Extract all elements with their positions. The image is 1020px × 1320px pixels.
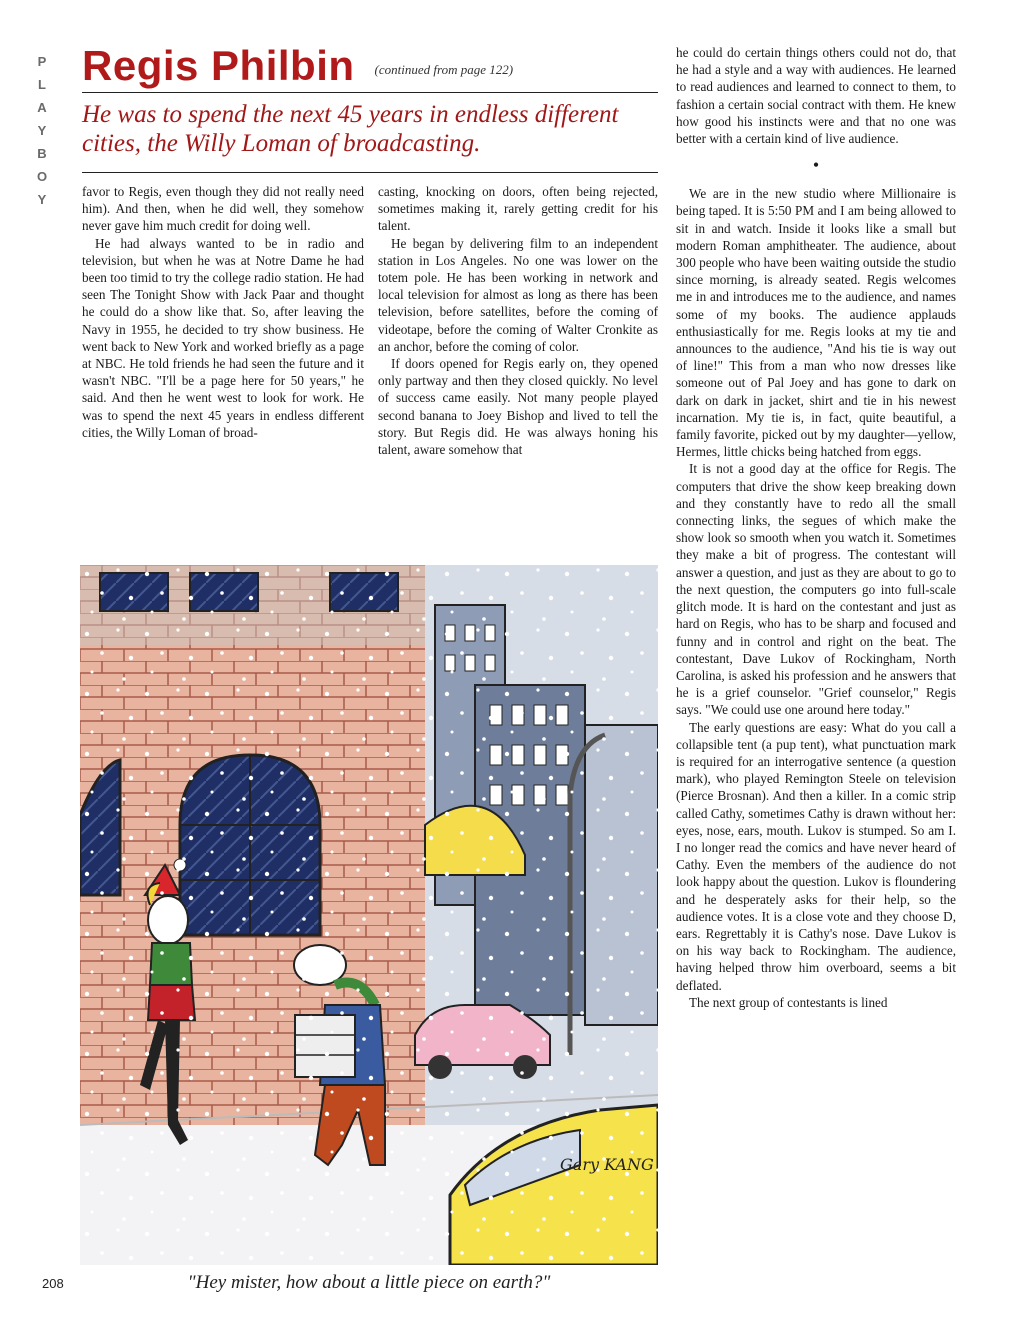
paragraph: The next group of contestants is lined [689,994,888,1010]
cartoon-illustration [80,565,658,1265]
magazine-name-vertical [32,50,52,211]
continued-note: (continued from page 122) [374,62,514,77]
deck-divider [82,172,658,173]
paragraph: He began by delivering film to an independent station in Los Angeles. No one was lower on the totem pole. He has been working in network and local television for almost as long as there has been television, before satellites, before the coming of videotape, before the coming of Walter Cronkite as an anchor, before the coming of color. [378,235,658,354]
cartoon-caption: "Hey mister, how about a little piece on earth?" [187,1272,551,1293]
text-column-2 [378,183,658,458]
vertical-letter: Y [37,192,47,207]
artist-signature: Gary KANG [560,1155,654,1174]
page-number: 208 [42,1276,64,1291]
paragraph: he could do certain things others could not do, that he had a style and a way with audiences. He learned to read audiences and learned to connect to them, to fashion a certain social contract with them. He knew how good his instincts were and that no one was better with a certain kind of live audience. [676,45,956,147]
paragraph: If doors opened for Regis early on, they opened only partway and then they closed quickly. No level of success came easily. Not many people played second banana to Joey Bishop and lived to tell the story. But Regis did. He was always honing his talent, aware somehow that [378,356,658,458]
text-column-1 [82,183,364,441]
text-column-3 [676,44,956,1011]
article-deck: He was to spend the next 45 years in endless different cities, the Willy Loman of broadcasting. [82,101,619,157]
article-header [82,42,658,94]
title-divider [82,92,658,93]
vertical-letter: P [37,54,47,69]
article-title: Regis Philbin [82,42,355,89]
vertical-letter: B [37,146,47,161]
paragraph: favor to Regis, even though they did not really need him). And then, when he did well, they somehow never gave him much credit for doing well. [82,184,364,234]
paragraph: casting, knocking on doors, often being rejected, sometimes making it, rarely getting credit for his talent. [378,184,658,234]
vertical-letter: A [37,100,47,115]
vertical-letter: L [38,77,46,92]
paragraph: The early questions are easy: What do you call a collapsible tent (a pup tent), what punctuation mark is required for an interrogative sentence (a question mark), who played Remington Steele on television (Pierce Brosnan). And then a killer. In a comic strip called Cathy, sometimes Cathy is drawn without her: eyes, nose, ears, mouth. Lukov is stumped. So am I. I no longer read the comics and have never heard of Cathy. Even the members of the audience do not look happy about the question. Lukov is floundering and he desperately asks for their help, so the audience votes. It is a close vote and they choose D, ears. Regrettably it is Cathy's nose. Dave Lukov is on his way back to Rockingham. The audience, having helped throw him overboard, seems a bit deflated. [676,719,956,993]
vertical-letter: O [36,169,48,184]
paragraph: It is not a good day at the office for Regis. The computers that drive the show keep breaking down and they constantly have to redo all the small connecting links, the segues of which make the show look so smooth when you watch it. Sometimes they make a bit of progress. The contestant will answer a question, and just as they are about to go to the next question, the computers go into full-scale glitch mode. It is hard on the contestant and just as hard on Regis, who has to be sharp and focused and funny and in control and right on the beat. The contestant, Dave Lukov of Rockingham, North Carolina, is asked his profession and he answers that he is a grief counselor. "Grief counselor," Regis says. "We could use one around here today." [676,461,956,718]
paragraph: He had always wanted to be in radio and television, but when he was at Notre Dame he had been too timid to try the college radio station. He had seen The Tonight Show with Jack Paar and thought he could do a show like that. So, after leaving the Navy in 1955, he decided to try show business. He went back to New York and worked briefly as a page at NBC. He told friends he had seen the future and it wasn't NBC. "I'll be a page here for 50 years," he said. And then he went west to look for work. He was to spend the next 45 years in endless different cities, the Willy Loman of broad- [82,235,364,440]
paragraph: We are in the new studio where Millionaire is being taped. It is 5:50 PM and I am being allowed to sit in and watch. Inside it looks like a small but modern Roman amphitheater. The audience, about 300 people who have been waiting outside the studio since morning, is already seated. Regis welcomes me in and introduces me to the audience, and names some of my books. The audience applauds enthusiastically for me. Regis looks at my tie and announces to the audience, "And his tie is way out of line!" This from a man who now dresses like someone out of Pal Joey and has gone to dark on dark on dark in jacket, shirt and tie in his newest incarnation. My tie is, in fact, quite beautiful, a family favorite, picked out by my daughter—yellow, Hermes, little chicks being hatched from eggs. [676,186,956,460]
section-bullet: • [812,155,820,176]
vertical-letter: Y [37,123,47,138]
